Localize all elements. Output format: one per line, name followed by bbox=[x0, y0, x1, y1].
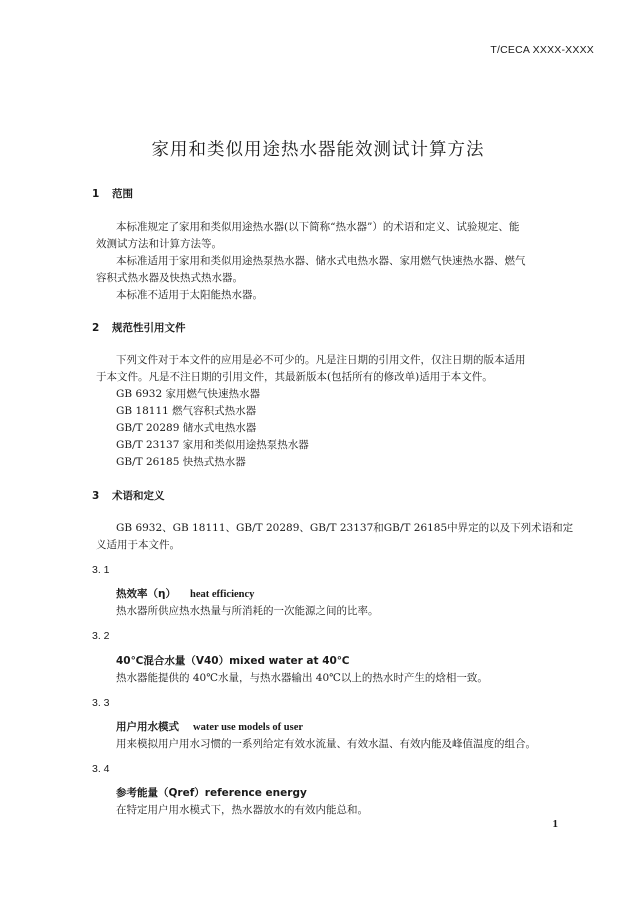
paragraph-line: 义适用于本文件。 bbox=[96, 539, 180, 551]
section-2-heading bbox=[92, 320, 186, 335]
paragraph-line: 于本文件。凡是不注日期的引用文件，其最新版本(包括所有的修改单)适用于本文件。 bbox=[96, 371, 493, 383]
term-chinese: 用户用水模式 bbox=[116, 721, 179, 733]
clause-number: 3. 3 bbox=[92, 697, 110, 709]
paragraph-line: 效测试方法和计算方法等。 bbox=[96, 238, 222, 250]
document-title: 家用和类似用途热水器能效测试计算方法 bbox=[151, 140, 485, 160]
term-chinese: 40℃混合水量（V40）mixed water at 40℃ bbox=[116, 655, 350, 667]
paragraph-line: 本标准不适用于太阳能热水器。 bbox=[116, 289, 263, 301]
section-title: 范围 bbox=[112, 188, 133, 200]
term-heading bbox=[116, 653, 350, 668]
section-title: 规范性引用文件 bbox=[112, 322, 186, 334]
term-definition: 热水器所供应热水热量与所消耗的一次能源之间的比率。 bbox=[116, 605, 379, 617]
paragraph-line: 下列文件对于本文件的应用是必不可少的。凡是注日期的引用文件，仅注日期的版本适用 bbox=[116, 354, 526, 366]
term-english: water use models of user bbox=[193, 722, 304, 733]
term-english: heat efficiency bbox=[189, 589, 255, 600]
section-number: 1 bbox=[92, 188, 100, 200]
normative-reference: GB/T 20289 储水式电热水器 bbox=[116, 422, 257, 434]
normative-reference: GB/T 23137 家用和类似用途热泵热水器 bbox=[116, 439, 309, 451]
term-definition: 用来模拟用户用水习惯的一系列给定有效水流量、有效水温、有效内能及峰值温度的组合。 bbox=[116, 738, 536, 750]
section-title: 术语和定义 bbox=[112, 490, 165, 502]
section-number: 3 bbox=[92, 490, 100, 502]
clause-number: 3. 2 bbox=[92, 630, 110, 642]
section-3-heading bbox=[92, 488, 165, 503]
normative-reference: GB/T 26185 快热式热水器 bbox=[116, 456, 246, 468]
term-heading bbox=[116, 785, 307, 800]
term-chinese: 热效率（η） bbox=[116, 588, 176, 600]
section-1-heading bbox=[92, 186, 133, 201]
term-heading bbox=[116, 586, 254, 601]
paragraph-line: 容积式热水器及快热式热水器。 bbox=[96, 272, 243, 284]
clause-number: 3. 4 bbox=[92, 763, 110, 775]
section-number: 2 bbox=[92, 322, 100, 334]
term-heading bbox=[116, 719, 303, 734]
term-definition: 热水器能提供的 40℃水量，与热水器输出 40℃以上的热水时产生的焓相一致。 bbox=[116, 672, 488, 684]
paragraph-line: 本标准规定了家用和类似用途热水器(以下简称“热水器”）的术语和定义、试验规定、能 bbox=[116, 221, 520, 233]
normative-reference: GB 6932 家用燃气快速热水器 bbox=[116, 388, 261, 400]
paragraph-line: GB 6932、GB 18111、GB/T 20289、GB/T 23137和GB/T 26185中界定的以及下列术语和定 bbox=[116, 522, 574, 534]
term-chinese: 参考能量（Qref）reference energy bbox=[116, 787, 307, 799]
paragraph-line: 本标准适用于家用和类似用途热泵热水器、储水式电热水器、家用燃气快速热水器、燃气 bbox=[116, 255, 526, 267]
page-number: 1 bbox=[552, 818, 558, 830]
standard-code: T/CECA XXXX-XXXX bbox=[490, 44, 594, 56]
term-definition: 在特定用户用水模式下，热水器放水的有效内能总和。 bbox=[116, 804, 368, 816]
normative-reference: GB 18111 燃气容积式热水器 bbox=[116, 405, 257, 417]
clause-number: 3. 1 bbox=[92, 564, 110, 576]
